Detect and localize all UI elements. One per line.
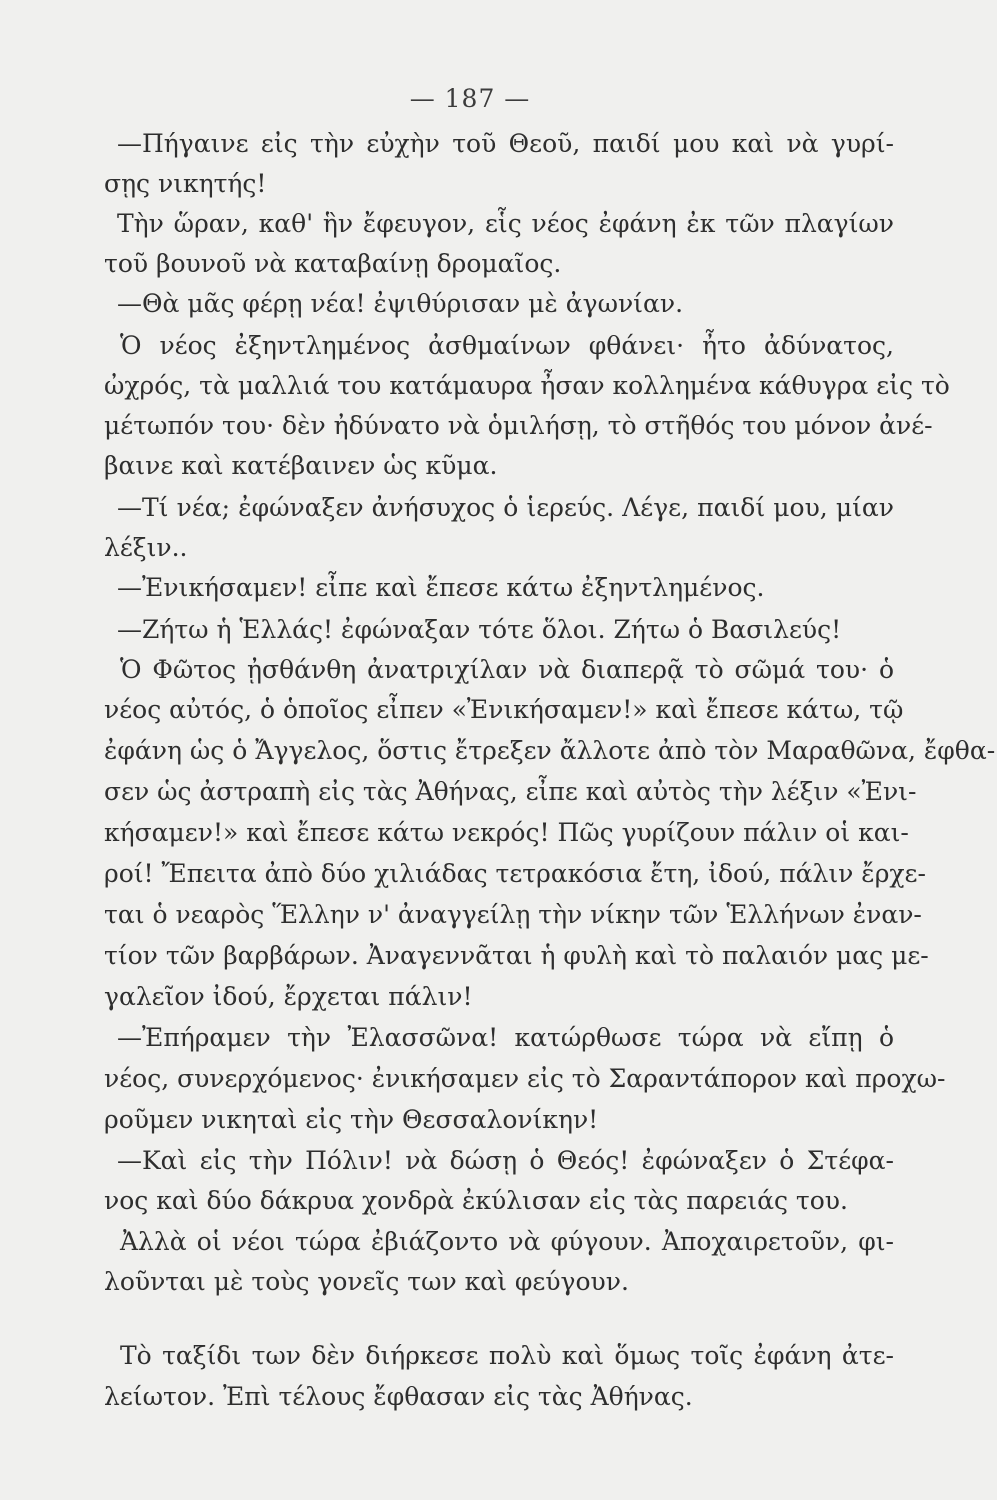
- text-line: τοῦ βουνοῦ νὰ καταβαίνῃ δρομαῖος.: [104, 249, 562, 278]
- text-line: Ἀλλὰ οἱ νέοι τώρα ἐβιάζοντο νὰ φύγουν. Ἀποχαιρετοῦν, φι-: [120, 1227, 894, 1256]
- text-line: ται ὁ νεαρὸς Ἕλλην ν' ἀναγγείλῃ τὴν νίκην τῶν Ἑλλήνων ἐναν-: [104, 900, 922, 929]
- text-line: ὠχρός, τὰ μαλλιά του κατάμαυρα ἦσαν κολλημένα κάθυγρα εἰς τὸ: [104, 371, 950, 400]
- text-line: νέος αὐτός, ὁ ὁποῖος εἶπεν «Ἐνικήσαμεν!» καὶ ἔπεσε κάτω, τῷ: [104, 695, 904, 724]
- text-line: —Ζήτω ἡ Ἑλλάς! ἐφώναξαν τότε ὅλοι. Ζήτω ὁ Βασιλεύς!: [117, 615, 842, 644]
- text-line: Τὸ ταξίδι των δὲν διήρκεσε πολὺ καὶ ὅμως τοῖς ἐφάνη ἀτε-: [120, 1341, 894, 1370]
- text-line: σεν ὡς ἀστραπὴ εἰς τὰς Ἀθήνας, εἶπε καὶ αὐτὸς τὴν λέξιν «Ἐνι-: [104, 777, 917, 806]
- text-line: λέξιν..: [104, 533, 188, 562]
- text-line: Τὴν ὥραν, καθ' ἣν ἔφευγον, εἷς νέος ἐφάνη ἐκ τῶν πλαγίων: [117, 209, 894, 238]
- text-line: νος καὶ δύο δάκρυα χονδρὰ ἐκύλισαν εἰς τὰς παρειάς του.: [104, 1186, 848, 1215]
- text-line: —Πήγαινε εἰς τὴν εὐχὴν τοῦ Θεοῦ, παιδί μου καὶ νὰ γυρί-: [117, 129, 894, 158]
- text-line: ἐφάνη ὡς ὁ Ἄγγελος, ὅστις ἔτρεξεν ἄλλοτε ἀπὸ τὸν Μαραθῶνα, ἔφθα-: [104, 736, 996, 765]
- text-line: —Καὶ εἰς τὴν Πόλιν! νὰ δώσῃ ὁ Θεός! ἐφώναξεν ὁ Στέφα-: [117, 1146, 894, 1175]
- text-line: βαινε καὶ κατέβαινεν ὡς κῦμα.: [104, 451, 498, 480]
- text-line: νέος, συνερχόμενος· ἐνικήσαμεν εἰς τὸ Σαραντάπορον καὶ προχω-: [104, 1064, 946, 1093]
- text-line: —Τί νέα; ἐφώναξεν ἀνήσυχος ὁ ἱερεύς. Λέγε, παιδί μου, μίαν: [117, 493, 894, 522]
- text-line: —Θὰ μᾶς φέρῃ νέα! ἐψιθύρισαν μὲ ἀγωνίαν.: [117, 289, 684, 318]
- text-line: λοῦνται μὲ τοὺς γονεῖς των καὶ φεύγουν.: [104, 1267, 629, 1296]
- text-line: μέτωπόν του· δὲν ἠδύνατο νὰ ὁμιλήσῃ, τὸ στῆθός του μόνον ἀνέ-: [104, 411, 933, 440]
- text-line: ροῦμεν νικηταὶ εἰς τὴν Θεσσαλονίκην!: [104, 1105, 599, 1134]
- text-line: ροί! Ἔπειτα ἀπὸ δύο χιλιάδας τετρακόσια ἔτη, ἰδού, πάλιν ἔρχε-: [104, 859, 926, 888]
- text-line: —Ἐνικήσαμεν! εἶπε καὶ ἔπεσε κάτω ἐξηντλημένος.: [117, 573, 765, 602]
- text-line: σῃς νικητής!: [104, 169, 267, 198]
- text-line: τίον τῶν βαρβάρων. Ἀναγεννᾶται ἡ φυλὴ καὶ τὸ παλαιόν μας με-: [104, 941, 929, 970]
- text-line: Ὁ Φῶτος ᾐσθάνθη ἀνατριχίλαν νὰ διαπερᾷ τὸ σῶμά του· ὁ: [120, 655, 894, 684]
- text-line: Ὁ νέος ἐξηντλημένος ἀσθμαίνων φθάνει· ἦτο ἀδύνατος,: [120, 331, 894, 360]
- text-line: γαλεῖον ἰδού, ἔρχεται πάλιν!: [104, 982, 473, 1011]
- text-line: —Ἐπήραμεν τὴν Ἐλασσῶνα! κατώρθωσε τώρα νὰ εἴπῃ ὁ: [117, 1023, 894, 1052]
- text-line: λείωτον. Ἐπὶ τέλους ἔφθασαν εἰς τὰς Ἀθήνας.: [104, 1382, 693, 1411]
- page-number: — 187 —: [409, 84, 531, 113]
- text-line: κήσαμεν!» καὶ ἔπεσε κάτω νεκρός! Πῶς γυρίζουν πάλιν οἱ και-: [104, 818, 909, 847]
